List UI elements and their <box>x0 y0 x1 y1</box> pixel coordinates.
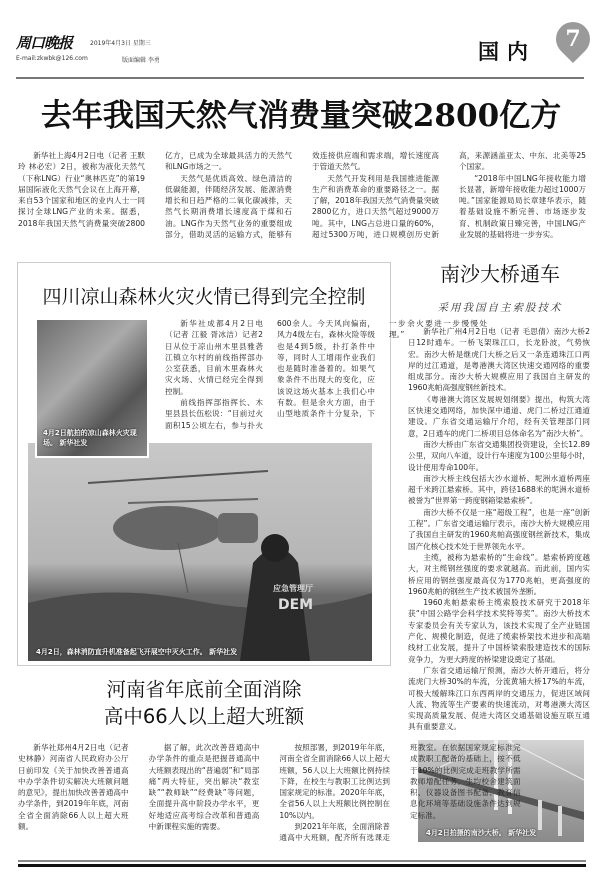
paragraph: 天然气是优质高效、绿色清洁的低碳能源，伴随经济发展、能源消费增长和日趋严格的二氧化碳减排，天然气长期消费增长速度高于煤和石油。LNG作为天然气业务的重要组成部分，借助灵活的运输方式，能够有效连接供应端和需求端，增长速度高于管道天然气。 <box>165 151 439 240</box>
section-name: 国内 <box>478 39 536 64</box>
henan-headline <box>17 676 391 730</box>
helicopter-illustration <box>28 443 372 661</box>
paragraph: 新华社广州4月2日电（记者 毛思倩）南沙大桥2日12时通车。一桥飞架珠江口，长龙卧波，气势恢宏。南沙大桥是继虎门大桥之后又一条连通珠江口两岸的过江通道，是粤港澳大湾区快速交通网络的重要组成部分。南沙大桥大规模应用了我国自主研发的1960兆帕高强度钢丝新技术。 <box>408 327 590 393</box>
sichuan-article-body <box>165 318 487 442</box>
page-number: 7 <box>565 26 581 52</box>
paragraph: 主缆，被称为悬索桥的“生命线”。悬索桥跨度越大，对主缆钢丝强度的要求就越高。而此前，国内实桥应用的钢丝强度最高仅为1770兆帕，更高强度的1960兆帕的钢丝生产技术被国外垄断。 <box>408 552 590 596</box>
issue-date: 2019年4月3日 星期三 <box>90 40 151 47</box>
footer-rule-thick <box>18 864 586 867</box>
paragraph: 新华社上海4月2日电（记者 王默玲 林必宏）2日，被称为液化天然气（下称LNG）行业“奥林匹克”的第19届国际液化天然气会议在上海开幕，来自53个国家和地区的业内人士一同探讨全球LNG产业的未来。据悉，2018年我国天然气消费量突破2800亿方，已成为全球最具活力的天然气和LNG市场之一。 <box>18 151 292 228</box>
nansha-headline: 南沙大桥通车 <box>440 262 560 286</box>
paragraph: 《粤港澳大湾区发展规划纲要》提出，构筑大湾区快速交通网络，加快深中通道、虎门二桥过江通道建设。广东省交通运输厅介绍，经有关管理部门同意，2日通车的虎门二桥项目总体命名为“南沙大桥”。 <box>408 394 590 438</box>
lead-headline: 去年我国天然气消费量突破2800亿方 <box>40 98 562 134</box>
paragraph: 南沙大桥主线包括大沙水道桥、坭洲水道桥两座超千米跨江悬索桥。其中，跨径1688米的坭洲水道桥被誉为“世界第一跨度钢箱梁悬索桥”。 <box>408 473 590 506</box>
paragraph: 前线指挥部指挥长、木里县县长伍松说：“目前过火面积15公顷左右，参与扑火600余人。今天风向偏南，风力4级左右，森林火险等级也是4到5级，扑打条件中等，同时人工增雨作业我们也是随时准备着的。如果气象条件不出现大的变化，应该说这场火基本上我们心中有数。但是余火方面，由于山型地质条件十分复杂，下一步余火要进一步慢慢处理。” <box>165 319 487 430</box>
headline-line-2: 高中66人以上超大班额 <box>103 705 305 728</box>
paragraph: 1960兆帕悬索桥主缆索股技术研究于2018年获“中国公路学会科学技术奖特等奖”。南沙大桥技术专家委员会有关专家认为，该技术实现了全产业链国产化、规模化制造，促进了缆索桥架技术进步和高端线材工业发展，提升了中国桥梁索股建造技术的国际竞争力，为更大跨度的桥梁建设奠定了基础。 <box>408 598 590 664</box>
paragraph: 南沙大桥由广东省交通集团投资建设，全长12.89公里，双向八车道，设计行车速度为100公里每小时，设计使用寿命100年。 <box>408 439 590 472</box>
paragraph: 南沙大桥不仅是一座“超级工程”，也是一座“创新工程”。广东省交通运输厅表示，南沙大桥大规模应用了我国自主研发的1960兆帕高强度钢丝新技术，集成国产化核心技术处于世界领先水平。 <box>408 507 590 551</box>
paragraph: 天然气开发利用是我国推进能源生产和消费革命的重要路径之一。据了解，2018年我国天然气消费量突破2800亿方，进口天然气超过9000万吨。其中，LNG占总进口量的60%，超过5300万吨，进口规模创历史新高，来源涵盖亚太、中东、北美等25个国家。 <box>312 151 586 240</box>
photo-caption: 4月2日，森林消防直升机准备起飞开展空中灭火工作。 新华社发 <box>36 648 238 656</box>
footer-rule <box>18 860 586 862</box>
helicopter-photo <box>28 443 372 661</box>
vest-text: 应急管理厅 <box>273 584 313 593</box>
header-rule <box>16 77 584 79</box>
photo-caption: 4月2日航拍的凉山森林火灾现场。 新华社发 <box>43 429 137 447</box>
forest-fire-photo <box>35 318 149 458</box>
lead-article-body <box>18 150 586 242</box>
editor: 版面编辑 李勇 <box>122 57 160 64</box>
paragraph: 到2021年年底，全面消除普通高中大班额，配齐所有选课走班教室。在依据国家规定标准完成教职工配备的基础上，按不低于10%的比例完成走班教学所需教师增配任务。生均校舍建筑面积、仪器设备图书配备、教育信息化环境等基础设施条件达到规定标准。 <box>279 743 521 843</box>
nansha-subheadline: 采用我国自主索股技术 <box>437 302 563 314</box>
paragraph: 按照部署，到2019年年底，河南全省全面消除66人以上超大班额，56人以上大班额比例持续下降，在校生与教职工比例达到国家规定的标准。2020年年底，全省56人以上大班额比例控制在10%以内。 <box>279 743 390 820</box>
paragraph: 广东省交通运输厅预测，南沙大桥开通后，将分流虎门大桥30%的车流，分流黄埔大桥17%的车流，可极大缓解珠江口东西两岸的交通压力，促进区域间人流、物流等生产要素的快速流动，对粤港澳大湾区实现高质量发展、促进大湾区交通基础设施互联互通具有重要意义。 <box>408 665 590 732</box>
paragraph: “2018年中国LNG年接收能力增长显著，新增年接收能力超过1000万吨。”国家能源局局长章建华表示，随着基础设施不断完善、市场逐步发育、机制政策日臻完善，中国LNG产业发展的基础将进一步夯实。 <box>459 173 586 240</box>
vest-label: DEM <box>278 597 314 613</box>
headline-line-1: 河南省年底前全面消除 <box>106 678 302 701</box>
newspaper-logo: 周口晚报 <box>16 34 73 52</box>
email: E-mail:zkwbk@126.com <box>16 55 88 62</box>
paragraph: 新华社郑州4月2日电（记者 史林静）河南省人民政府办公厅日前印发《关于加快改善普通高中办学条件切实解决大班额问题的意见》，提出加快改善普通高中办学条件，到2019年年底，河南全省全面消除66人以上超大班额。 <box>18 743 129 832</box>
paragraph: 新华社成都4月2日电（记者 江毅 胥冰洁）记者2日从位于凉山州木里县雅砻江镇立尔村的前线指挥部办公室获悉，目前木里森林火灾火场、火情已经完全得到控制。 <box>165 319 263 396</box>
nansha-article-body <box>408 326 590 732</box>
paragraph: 据了解，此次改善普通高中办学条件的重点是把握普通高中大班额表现出的“普遍弱”和“局部痛”两大特征，突出解决“教室缺”“教师缺”“经费缺”等问题，全面提升高中阶段办学水平，更好地适应高考综合改革和普通高中新课程实施的需要。 <box>148 743 260 832</box>
sichuan-headline: 四川凉山森林火灾火情已得到完全控制 <box>42 286 366 308</box>
photo-caption: 4月2日拍摄的南沙大桥。 新华社发 <box>426 829 537 837</box>
